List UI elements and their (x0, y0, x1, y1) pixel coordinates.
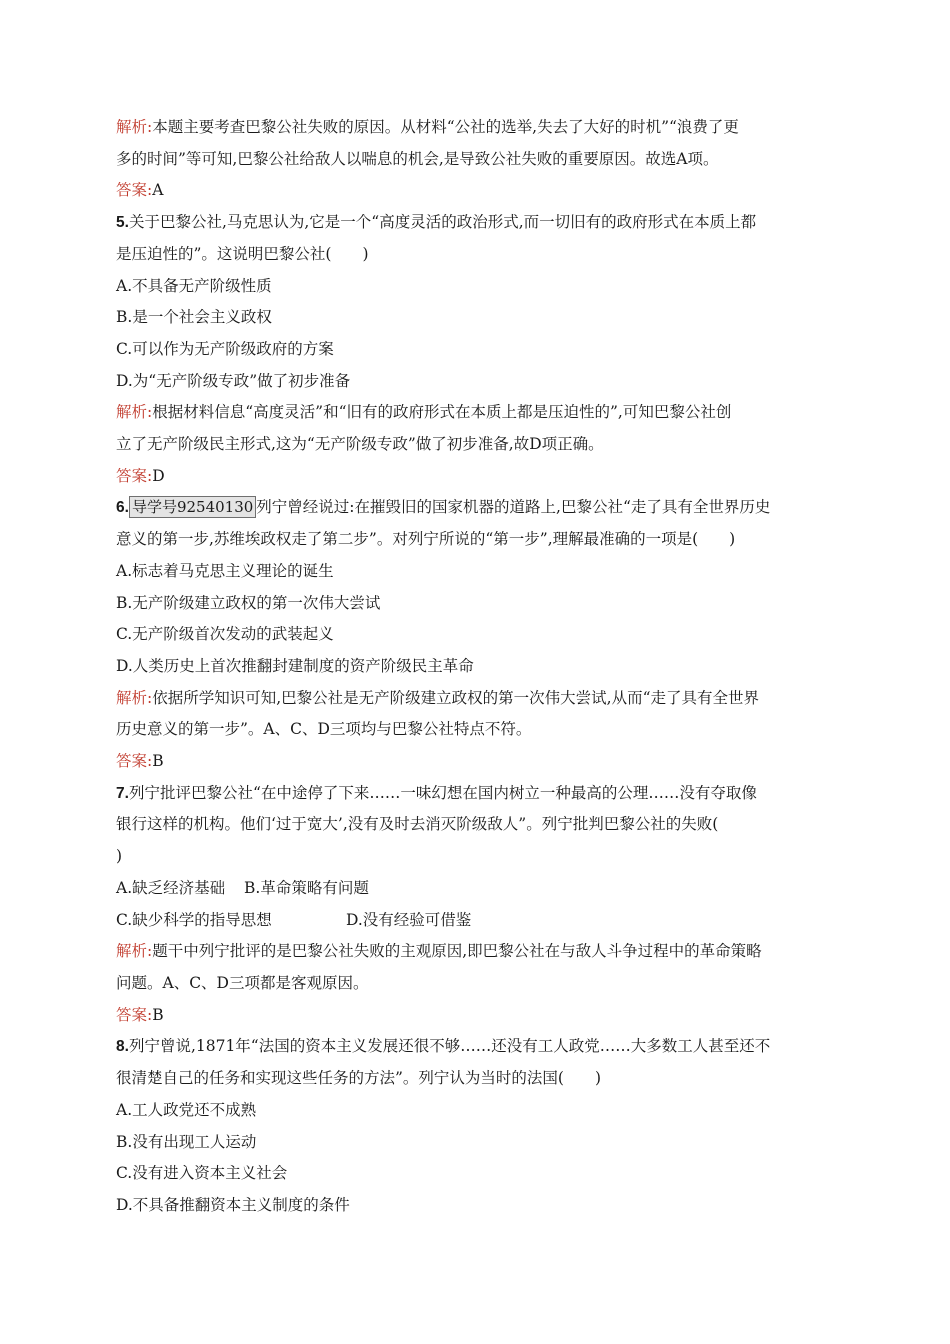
q8-number: 8. (116, 1038, 129, 1056)
q6-analysis (116, 683, 836, 715)
q7-number: 7. (116, 784, 129, 802)
q8-option-a: A.工人政党还不成熟 (116, 1100, 257, 1119)
q7-stem-cont: 银行这样的机构。他们‘过于宽大’,没有及时去消灭阶级敌人”。列宁批判巴黎公社的失败( (116, 815, 719, 834)
q7-option-a: A.缺乏经济基础 (116, 878, 226, 897)
q7-options-row-1 (116, 873, 836, 905)
q7-analysis (116, 936, 836, 968)
q7-option-d: D.没有经验可借鉴 (346, 910, 472, 929)
q5-answer-value: D (152, 466, 165, 485)
q7-answer (116, 1000, 836, 1032)
q5-answer (116, 461, 836, 493)
q8-option-c: C.没有进入资本主义社会 (116, 1164, 288, 1183)
q5-number: 5. (116, 214, 129, 232)
q7-option-c: C.缺少科学的指导思想 (116, 910, 272, 929)
q6-option-b: B.无产阶级建立政权的第一次伟大尝试 (116, 593, 381, 612)
answer-label: 答案: (116, 181, 153, 200)
q6-answer-value: B (152, 752, 164, 771)
answer-label: 答案: (116, 752, 153, 771)
answer-label: 答案: (116, 466, 153, 485)
q7-analysis-cont: 问题。A、C、D三项都是客观原因。 (116, 973, 369, 992)
q7-analysis-text-1: 题干中列宁批评的是巴黎公社失败的主观原因,即巴黎公社在与敌人斗争过程中的革命策略 (152, 942, 762, 961)
q7-stem-text-1: 列宁批评巴黎公社“在中途停了下来……一味幻想在国内树立一种最高的公理……没有夺取像 (128, 783, 757, 802)
q5-option-a: A.不具备无产阶级性质 (116, 276, 272, 295)
q5-option-b: B.是一个社会主义政权 (116, 308, 272, 327)
q6-option-d: D.人类历史上首次推翻封建制度的资产阶级民主革命 (116, 656, 474, 675)
q4-analysis-cont: 多的时间”等可知,巴黎公社给敌人以喘息的机会,是导致公社失败的重要原因。故选A项。 (116, 149, 719, 168)
q6-option-c: C.无产阶级首次发动的武装起义 (116, 625, 334, 644)
q8-option-b: B.没有出现工人运动 (116, 1132, 257, 1151)
question-content (116, 112, 836, 1222)
q6-stem-cont: 意义的第一步,苏维埃政权走了第二步”。对列宁所说的“第一步”,理解最准确的一项是( ) (116, 530, 736, 549)
q6-stem-text-1: 列宁曾经说过:在摧毁旧的国家机器的道路上,巴黎公社“走了具有全世界历史 (256, 498, 771, 517)
q4-analysis-text-1: 本题主要考查巴黎公社失败的原因。从材料“公社的选举,失去了大好的时机”“浪费了更 (152, 118, 739, 136)
guide-code-box[interactable]: 导学号92540130 (129, 496, 256, 518)
q6-answer (116, 746, 836, 778)
q6-analysis-cont: 历史意义的第一步”。A、C、D三项均与巴黎公社特点不符。 (116, 720, 532, 739)
q7-stem-close: ) (116, 847, 123, 866)
q4-answer-value: A (152, 181, 164, 200)
q8-stem-text-1: 列宁曾说,1871年“法国的资本主义发展还很不够……还没有工人政党……大多数工人甚至还不 (128, 1037, 771, 1056)
analysis-label: 解析: (116, 942, 153, 961)
q4-analysis (116, 112, 836, 144)
q8-stem-cont: 很清楚自己的任务和实现这些任务的方法”。列宁认为当时的法国( ) (116, 1069, 602, 1088)
q5-option-c: C.可以作为无产阶级政府的方案 (116, 339, 334, 358)
q5-stem-cont: 是压迫性的”。这说明巴黎公社( ) (116, 244, 369, 263)
q7-option-b: B.革命策略有问题 (244, 878, 369, 897)
q5-analysis-cont: 立了无产阶级民主形式,这为“无产阶级专政”做了初步准备,故D项正确。 (116, 435, 604, 454)
q8-stem (116, 1031, 836, 1063)
q5-stem-text-1: 关于巴黎公社,马克思认为,它是一个“高度灵活的政治形式,而一切旧有的政府形式在本质上都 (128, 213, 757, 232)
q8-option-d: D.不具备推翻资本主义制度的条件 (116, 1195, 350, 1214)
q6-stem (116, 492, 836, 524)
q6-number: 6. (116, 499, 129, 517)
analysis-label: 解析: (116, 403, 153, 422)
analysis-label: 解析: (116, 688, 153, 707)
q4-answer (116, 175, 836, 207)
q7-options-row-2 (116, 905, 836, 937)
analysis-label: 解析: (116, 118, 153, 136)
q6-analysis-text-1: 依据所学知识可知,巴黎公社是无产阶级建立政权的第一次伟大尝试,从而“走了具有全世界 (152, 688, 760, 707)
q6-option-a: A.标志着马克思主义理论的诞生 (116, 561, 334, 580)
q7-answer-value: B (152, 1005, 164, 1024)
q5-analysis-text-1: 根据材料信息“高度灵活”和“旧有的政府形式在本质上都是压迫性的”,可知巴黎公社创 (152, 403, 732, 422)
answer-label: 答案: (116, 1005, 153, 1024)
q5-stem (116, 207, 836, 239)
q5-analysis (116, 397, 836, 429)
q7-stem (116, 778, 836, 810)
q5-option-d: D.为“无产阶级专政”做了初步准备 (116, 371, 351, 390)
